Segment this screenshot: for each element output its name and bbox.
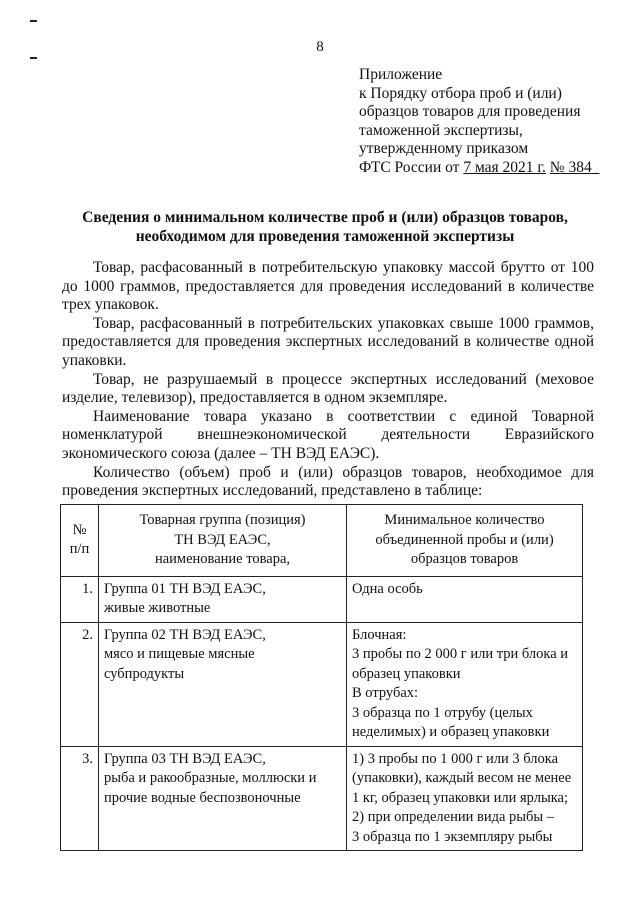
table-row: [61, 576, 583, 622]
title-line: Сведения о минимальном количестве проб и (или) образцов товаров,: [82, 209, 568, 226]
title-line: необходимом для проведения таможенной экспертизы: [135, 228, 515, 245]
appendix-line: образцов товаров для проведения: [359, 103, 581, 120]
row-number: 2.: [61, 622, 99, 746]
header-num: № п/п: [61, 505, 99, 577]
appendix-line: утвержденному приказом: [359, 140, 529, 157]
appendix-line: Приложение: [359, 66, 443, 83]
scan-mark: [30, 57, 37, 59]
samples-table: [60, 504, 583, 851]
appendix-header: [359, 66, 629, 177]
underline-tail: [592, 159, 600, 176]
table-row: [61, 622, 583, 746]
appendix-line: к Порядку отбора проб и (или): [359, 84, 562, 102]
row-group: Группа 03 ТН ВЭД ЕАЭС, рыба и ракообразные, моллюски и прочие водные беспозвоночные: [99, 746, 347, 851]
row-min-quantity: Блочная: 3 пробы по 2 000 г или три блока и образец упаковки В отрубах: 3 образца по 1 отрубу (целых неделимых) и образец упаковки: [347, 622, 583, 746]
row-group: Группа 02 ТН ВЭД ЕАЭС, мясо и пищевые мясные субпродукты: [99, 622, 347, 746]
header-group: Товарная группа (позиция) ТН ВЭД ЕАЭС, наименование товара,: [99, 505, 347, 577]
row-group: Группа 01 ТН ВЭД ЕАЭС, живые животные: [99, 576, 347, 622]
paragraph: Наименование товара указано в соответствии с единой Товарной номенклатурой внешнеэкономической деятельности Евразийского экономического союза (далее – ТН ВЭД ЕАЭС).: [62, 407, 594, 462]
row-min-quantity: Одна особь: [347, 576, 583, 622]
document-title: [60, 208, 590, 246]
row-min-quantity: 1) 3 пробы по 1 000 г или 3 блока (упаковки), каждый весом не менее 1 кг, образец упаковки или ярлыка; 2) при определении вида рыбы – 3 образца по 1 экземпляру рыбы: [347, 746, 583, 851]
paragraph: Товар, расфасованный в потребительских упаковках свыше 1000 граммов, предоставляется для проведения экспертных исследований в количестве одной упаковки.: [62, 314, 594, 369]
order-number: № 384: [549, 158, 592, 176]
paragraph: Товар, не разрушаемый в процессе экспертных исследований (меховое изделие, телевизор), предоставляется в одном экземпляре.: [62, 370, 594, 407]
page-number: 8: [316, 39, 324, 55]
appendix-line: [359, 159, 629, 178]
row-number: 1.: [61, 576, 99, 622]
scan-mark: [30, 20, 37, 22]
table-row: [61, 746, 583, 851]
row-number: 3.: [61, 746, 99, 851]
body-text: [62, 259, 594, 501]
table-header-row: [61, 505, 583, 577]
order-date: 7 мая 2021 г.: [463, 158, 546, 176]
paragraph: Товар, расфасованный в потребительскую упаковку массой брутто от 100 до 1000 граммов, предоставляется для проведения исследований в количестве трех упаковок.: [62, 259, 594, 314]
appendix-order-prefix: ФТС России от: [359, 158, 464, 176]
appendix-line: таможенной экспертизы,: [359, 121, 523, 139]
header-min-quantity: Минимальное количество объединенной пробы и (или) образцов товаров: [347, 505, 583, 577]
paragraph: Количество (объем) проб и (или) образцов товаров, необходимое для проведения экспертных исследований, представлено в таблице:: [62, 463, 594, 500]
